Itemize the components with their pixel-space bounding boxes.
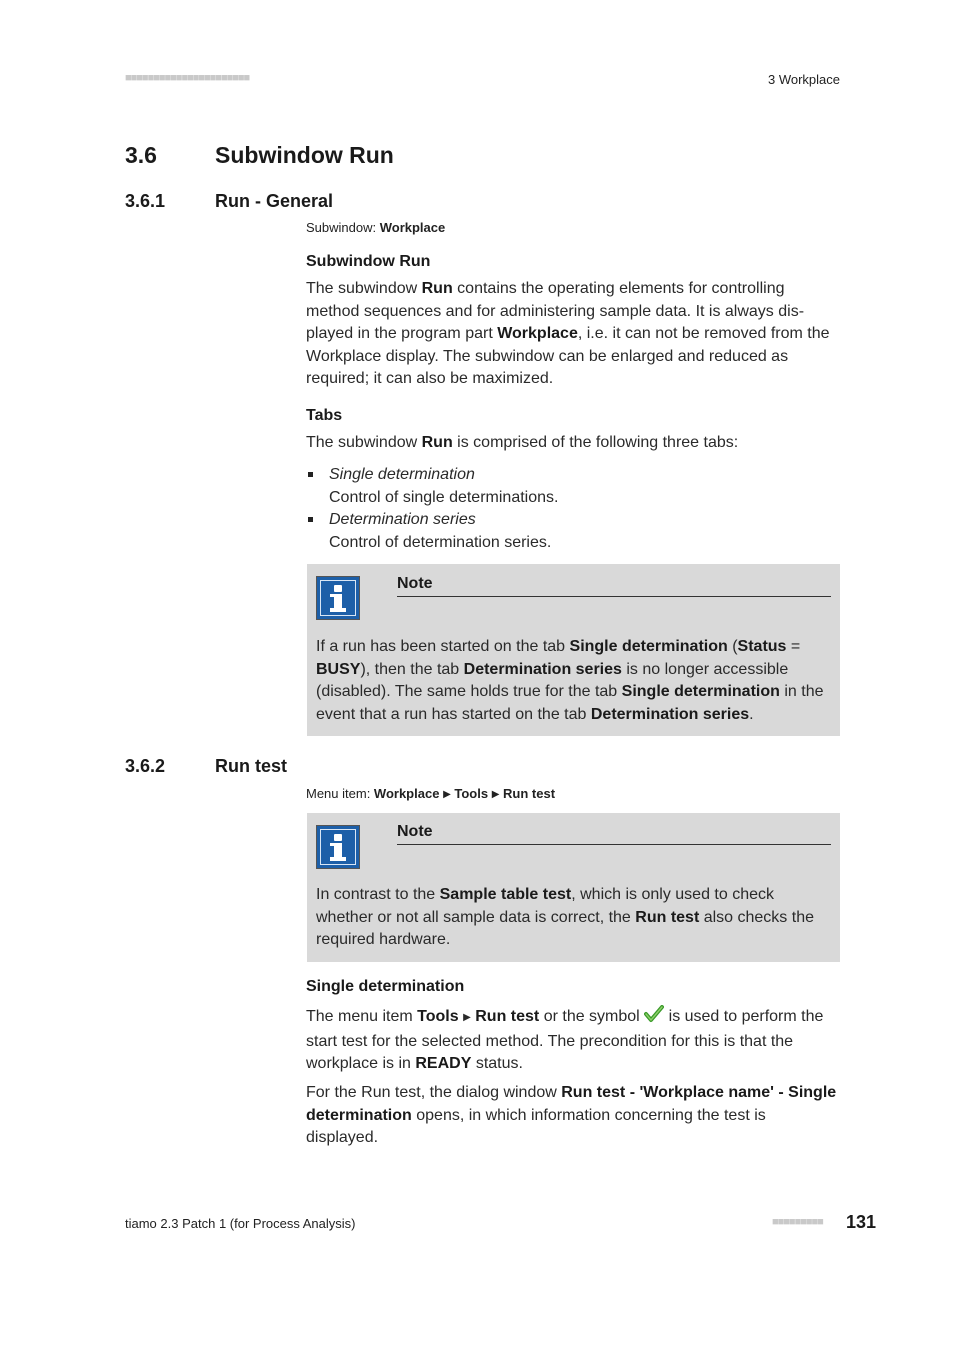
body-text: . — [749, 705, 754, 723]
note-box — [307, 564, 840, 736]
body-text: ( — [727, 638, 738, 655]
menu-path-item: Run test — [503, 786, 556, 801]
list-item-title: Determination series — [329, 511, 476, 528]
header-dots: ■■■■■■■■■■■■■■■■■■■■■■ — [125, 72, 250, 84]
subwindow-location — [306, 220, 445, 235]
subsection-heading-1 — [125, 191, 333, 212]
info-icon — [316, 576, 360, 620]
section-heading — [125, 142, 394, 169]
body-text: The subwindow — [306, 280, 422, 297]
list-item-desc: Control of determination series. — [329, 533, 552, 551]
info-icon — [316, 825, 360, 869]
p3-runtest: Run test — [475, 1008, 540, 1025]
menu-arrow-icon: ▶ — [463, 1012, 471, 1023]
subsection-heading-2 — [125, 756, 287, 777]
emphasis-text: Run — [421, 280, 453, 297]
menu-path-item: Tools — [454, 786, 489, 801]
paragraph-dialog — [306, 1082, 840, 1150]
heading-tabs: Tabs — [306, 407, 343, 424]
body-text: contains the operating elements for controlling method sequences and for administering sample data. It is always dis-played in the program part — [306, 280, 805, 342]
body-text: , i.e. it can not be removed from the Workplace display. The subwindow can be enlarged and reduced as required; it can also be maximized. — [306, 325, 830, 387]
p3-tools: Tools — [417, 1008, 459, 1025]
body-text: , which is only used to check whether or not all sample data is correct, the — [316, 886, 774, 926]
list-item-desc: Control of single determinations. — [329, 488, 559, 506]
note-text — [316, 884, 831, 952]
note-divider — [397, 596, 831, 597]
p3-text: or the symbol — [539, 1008, 645, 1025]
emphasis-text: Workplace — [497, 325, 578, 342]
tabs-text-bold: Run — [421, 434, 453, 451]
p3-text: is used to perform the start test for the selected method. The precondition for this is that the workplace is in — [306, 1008, 824, 1072]
body-text: is no longer accessible (disabled). The same holds true for the tab — [316, 660, 789, 700]
subsection-title-2: Run test — [215, 756, 287, 776]
header-chapter: 3 Workplace — [767, 72, 840, 87]
emphasis-text: Run test - 'Workplace name' - Single determination — [306, 1084, 837, 1124]
paragraph-subwindow — [306, 278, 840, 391]
subsection-number-1: 3.6.1 — [125, 191, 166, 211]
p3-ready: READY — [415, 1055, 472, 1072]
subsection-number-2: 3.6.2 — [125, 756, 166, 776]
paragraph-tabs — [306, 432, 840, 455]
heading-subwindow-run: Subwindow Run — [306, 253, 431, 270]
list-item — [329, 464, 829, 509]
body-text: ), then the tab — [360, 660, 464, 678]
body-text: = — [786, 638, 801, 655]
tabs-text-pre: The subwindow — [306, 434, 422, 451]
emphasis-text: Determination series — [590, 705, 750, 723]
location-label: Subwindow: — [306, 220, 380, 235]
menu-path — [306, 786, 555, 801]
note-title: Note — [397, 823, 433, 840]
body-text: For the Run test, the dialog window — [306, 1084, 562, 1101]
body-text: in the event that a run has started on the tab — [316, 683, 824, 723]
menu-arrow-icon: ▶ — [443, 789, 451, 800]
p3-text: status. — [471, 1055, 523, 1072]
page-number: 131 — [846, 1212, 877, 1232]
note-divider — [397, 844, 831, 845]
emphasis-text: Run test — [635, 908, 700, 926]
emphasis-text: Single determination — [621, 683, 780, 700]
emphasis-text: Sample table test — [439, 886, 572, 903]
note-text — [316, 636, 831, 726]
body-text: In contrast to the — [316, 886, 440, 903]
list-item — [329, 509, 829, 554]
menu-arrow-icon: ▶ — [491, 789, 500, 800]
emphasis-text: Status — [737, 638, 787, 655]
heading-single-determination: Single determination — [306, 978, 465, 995]
footer-dots: ■■■■■■■■■ — [772, 1216, 823, 1228]
tabs-text-post: is comprised of the following three tabs: — [452, 434, 739, 451]
note-box — [307, 813, 840, 962]
bullet-marker — [308, 472, 313, 477]
emphasis-text: BUSY — [316, 660, 361, 678]
subsection-title-1: Run - General — [215, 191, 334, 211]
footer-product: tiamo 2.3 Patch 1 (for Process Analysis) — [125, 1216, 356, 1231]
p3-text: The menu item — [306, 1008, 418, 1025]
body-text: If a run has been started on the tab — [316, 638, 570, 655]
body-text: opens, in which information concerning the test is displayed. — [306, 1106, 766, 1146]
menu-path-item: Workplace — [373, 786, 440, 801]
checkmark-icon — [644, 1005, 664, 1023]
section-title: Subwindow Run — [215, 142, 394, 168]
note-title: Note — [397, 575, 433, 592]
location-value: Workplace — [379, 220, 446, 235]
bullet-marker — [308, 517, 313, 522]
section-number: 3.6 — [125, 142, 157, 168]
emphasis-text: Single determination — [569, 638, 728, 655]
list-item-title: Single determination — [329, 466, 475, 483]
paragraph-start-test — [306, 1005, 840, 1076]
body-text: also checks the required hardware. — [316, 908, 814, 948]
emphasis-text: Determination series — [463, 660, 622, 678]
menu-label: Menu item: — [306, 786, 374, 801]
